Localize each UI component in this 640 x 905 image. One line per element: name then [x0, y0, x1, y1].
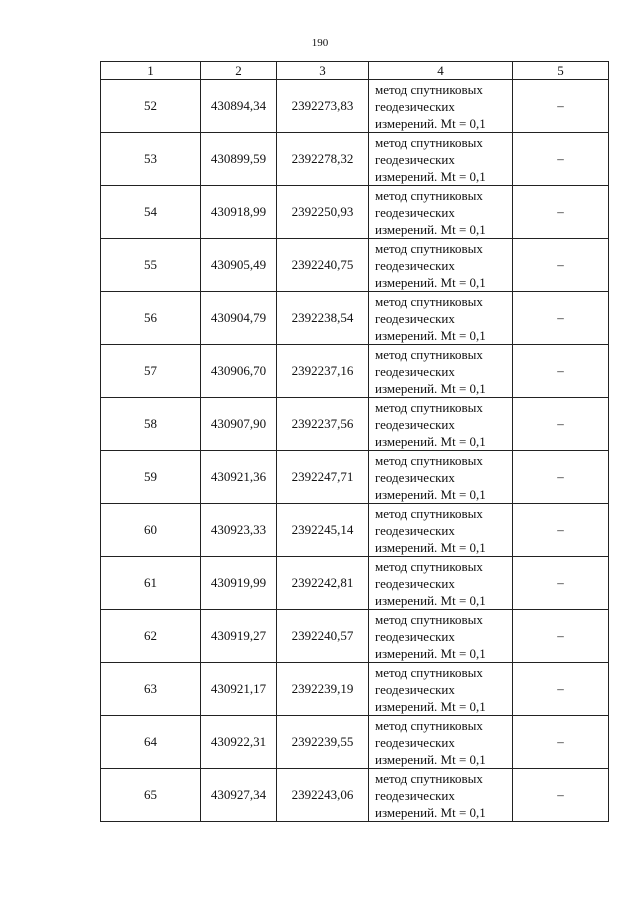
table-row [101, 610, 609, 663]
method-line-3: измерений. Mt = 0,1 [375, 327, 486, 343]
y-coordinate-cell: 2392245,14 [277, 504, 369, 557]
note-cell: – [513, 451, 609, 504]
method-line-3: измерений. Mt = 0,1 [375, 115, 486, 131]
method-line-3: измерений. Mt = 0,1 [375, 804, 486, 820]
method-line-3: измерений. Mt = 0,1 [375, 380, 486, 396]
point-number-cell: 61 [101, 557, 201, 610]
method-line-1: метод спутниковых [375, 452, 483, 468]
method-line-1: метод спутниковых [375, 664, 483, 680]
note-cell: – [513, 133, 609, 186]
method-cell [369, 451, 513, 504]
method-line-3: измерений. Mt = 0,1 [375, 486, 486, 502]
method-line-1: метод спутниковых [375, 770, 483, 786]
x-coordinate-cell: 430899,59 [201, 133, 277, 186]
x-coordinate-cell: 430927,34 [201, 769, 277, 822]
y-coordinate-cell: 2392240,75 [277, 239, 369, 292]
method-line-1: метод спутниковых [375, 611, 483, 627]
table-row [101, 451, 609, 504]
method-line-3: измерений. Mt = 0,1 [375, 645, 486, 661]
table-row [101, 504, 609, 557]
method-line-2: геодезических [375, 98, 455, 114]
table-row [101, 80, 609, 133]
note-cell: – [513, 186, 609, 239]
x-coordinate-cell: 430907,90 [201, 398, 277, 451]
method-line-2: геодезических [375, 151, 455, 167]
note-cell: – [513, 398, 609, 451]
point-number-cell: 54 [101, 186, 201, 239]
method-line-2: геодезических [375, 363, 455, 379]
header-col-2: 2 [201, 62, 277, 80]
table-row [101, 186, 609, 239]
method-cell [369, 239, 513, 292]
point-number-cell: 60 [101, 504, 201, 557]
note-cell: – [513, 663, 609, 716]
table-body [101, 80, 609, 822]
method-line-3: измерений. Mt = 0,1 [375, 539, 486, 555]
method-cell [369, 80, 513, 133]
y-coordinate-cell: 2392240,57 [277, 610, 369, 663]
method-cell [369, 557, 513, 610]
point-number-cell: 62 [101, 610, 201, 663]
method-line-3: измерений. Mt = 0,1 [375, 433, 486, 449]
point-number-cell: 64 [101, 716, 201, 769]
page-number: 190 [311, 37, 329, 49]
method-cell [369, 345, 513, 398]
x-coordinate-cell: 430906,70 [201, 345, 277, 398]
method-line-2: геодезических [375, 681, 455, 697]
method-line-1: метод спутниковых [375, 240, 483, 256]
y-coordinate-cell: 2392247,71 [277, 451, 369, 504]
method-line-2: геодезических [375, 469, 455, 485]
method-line-3: измерений. Mt = 0,1 [375, 592, 486, 608]
method-cell [369, 716, 513, 769]
note-cell: – [513, 769, 609, 822]
x-coordinate-cell: 430919,27 [201, 610, 277, 663]
table-row [101, 239, 609, 292]
point-number-cell: 58 [101, 398, 201, 451]
method-line-1: метод спутниковых [375, 346, 483, 362]
header-col-1: 1 [101, 62, 201, 80]
y-coordinate-cell: 2392273,83 [277, 80, 369, 133]
method-cell [369, 292, 513, 345]
method-line-3: измерений. Mt = 0,1 [375, 751, 486, 767]
note-cell: – [513, 239, 609, 292]
method-cell [369, 186, 513, 239]
x-coordinate-cell: 430894,34 [201, 80, 277, 133]
method-cell [369, 769, 513, 822]
method-line-2: геодезических [375, 204, 455, 220]
point-number-cell: 56 [101, 292, 201, 345]
header-col-4: 4 [369, 62, 513, 80]
note-cell: – [513, 557, 609, 610]
x-coordinate-cell: 430919,99 [201, 557, 277, 610]
method-line-2: геодезических [375, 416, 455, 432]
table-row [101, 557, 609, 610]
method-line-2: геодезических [375, 257, 455, 273]
y-coordinate-cell: 2392238,54 [277, 292, 369, 345]
method-line-1: метод спутниковых [375, 505, 483, 521]
method-line-2: геодезических [375, 734, 455, 750]
point-number-cell: 65 [101, 769, 201, 822]
coordinates-table [100, 61, 609, 822]
table-row [101, 769, 609, 822]
note-cell: – [513, 610, 609, 663]
method-line-1: метод спутниковых [375, 187, 483, 203]
method-line-2: геодезических [375, 522, 455, 538]
method-line-1: метод спутниковых [375, 558, 483, 574]
x-coordinate-cell: 430905,49 [201, 239, 277, 292]
table-row [101, 398, 609, 451]
method-cell [369, 610, 513, 663]
table-row [101, 716, 609, 769]
x-coordinate-cell: 430904,79 [201, 292, 277, 345]
y-coordinate-cell: 2392250,93 [277, 186, 369, 239]
note-cell: – [513, 345, 609, 398]
method-line-1: метод спутниковых [375, 293, 483, 309]
x-coordinate-cell: 430921,17 [201, 663, 277, 716]
note-cell: – [513, 716, 609, 769]
method-line-2: геодезических [375, 575, 455, 591]
method-line-3: измерений. Mt = 0,1 [375, 698, 486, 714]
table-header [101, 62, 609, 80]
point-number-cell: 63 [101, 663, 201, 716]
x-coordinate-cell: 430918,99 [201, 186, 277, 239]
table-row [101, 663, 609, 716]
header-row [101, 62, 609, 80]
note-cell: – [513, 80, 609, 133]
table-row [101, 345, 609, 398]
y-coordinate-cell: 2392239,55 [277, 716, 369, 769]
x-coordinate-cell: 430922,31 [201, 716, 277, 769]
note-cell: – [513, 504, 609, 557]
method-cell [369, 398, 513, 451]
method-line-1: метод спутниковых [375, 399, 483, 415]
y-coordinate-cell: 2392278,32 [277, 133, 369, 186]
method-line-2: геодезических [375, 310, 455, 326]
method-line-1: метод спутниковых [375, 717, 483, 733]
method-cell [369, 133, 513, 186]
point-number-cell: 52 [101, 80, 201, 133]
point-number-cell: 57 [101, 345, 201, 398]
method-cell [369, 663, 513, 716]
point-number-cell: 59 [101, 451, 201, 504]
header-col-5: 5 [513, 62, 609, 80]
method-line-2: геодезических [375, 787, 455, 803]
point-number-cell: 55 [101, 239, 201, 292]
y-coordinate-cell: 2392243,06 [277, 769, 369, 822]
x-coordinate-cell: 430921,36 [201, 451, 277, 504]
method-cell [369, 504, 513, 557]
point-number-cell: 53 [101, 133, 201, 186]
method-line-2: геодезических [375, 628, 455, 644]
method-line-1: метод спутниковых [375, 134, 483, 150]
note-cell: – [513, 292, 609, 345]
y-coordinate-cell: 2392239,19 [277, 663, 369, 716]
table-row [101, 133, 609, 186]
y-coordinate-cell: 2392237,16 [277, 345, 369, 398]
method-line-1: метод спутниковых [375, 81, 483, 97]
method-line-3: измерений. Mt = 0,1 [375, 274, 486, 290]
y-coordinate-cell: 2392237,56 [277, 398, 369, 451]
header-col-3: 3 [277, 62, 369, 80]
method-line-3: измерений. Mt = 0,1 [375, 168, 486, 184]
table-row [101, 292, 609, 345]
method-line-3: измерений. Mt = 0,1 [375, 221, 486, 237]
x-coordinate-cell: 430923,33 [201, 504, 277, 557]
y-coordinate-cell: 2392242,81 [277, 557, 369, 610]
